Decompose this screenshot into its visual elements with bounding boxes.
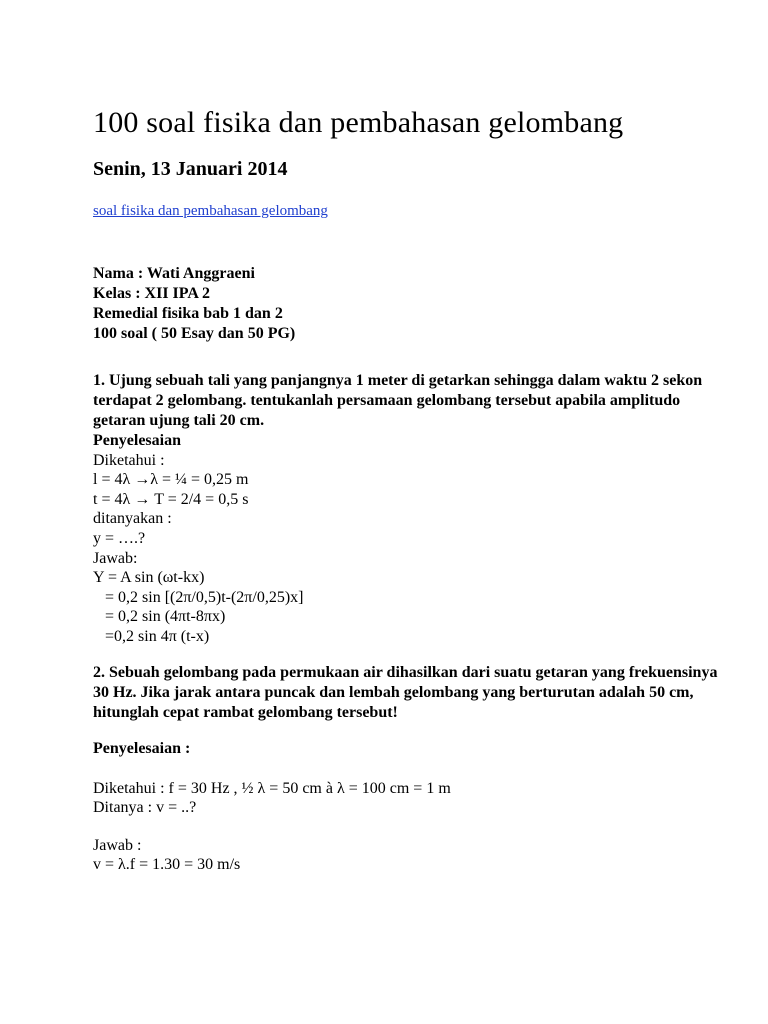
document-page <box>93 103 733 875</box>
remedial-topic: Remedial fisika bab 1 dan 2 <box>93 305 283 322</box>
solution-line: y = ….? <box>93 529 146 547</box>
solution-line: Y = A sin (ωt-kx) <box>93 569 205 587</box>
question-2-answer <box>93 836 733 875</box>
solution-known: Diketahui : f = 30 Hz , ½ λ = 50 cm à λ = 100 cm = 1 m <box>93 779 451 797</box>
article-link[interactable]: soal fisika dan pembahasan gelombang <box>93 203 328 219</box>
student-class: Kelas : XII IPA 2 <box>93 285 211 302</box>
student-name: Nama : Wati Anggraeni <box>93 265 255 282</box>
solution-line: t = 4λ → T = 2/4 = 0,5 s <box>93 490 249 508</box>
answer-label: Jawab : <box>93 836 142 854</box>
solution-line: =0,2 sin 4π (t-x) <box>93 627 210 645</box>
post-date: Senin, 13 Januari 2014 <box>93 158 288 180</box>
solution-line: = 0,2 sin [(2π/0,5)t-(2π/0,25)x] <box>93 588 304 606</box>
solution-line: Diketahui : <box>93 451 165 469</box>
solution-asked: Ditanya : v = ..? <box>93 799 197 817</box>
page-title: 100 soal fisika dan pembahasan gelombang <box>93 106 624 139</box>
question-2-solution <box>93 779 733 818</box>
solution-line: = 0,2 sin (4πt-8πx) <box>93 608 226 626</box>
student-info <box>93 264 733 344</box>
solution-line: ditanyakan : <box>93 510 172 528</box>
answer-value: v = λ.f = 1.30 = 30 m/s <box>93 856 241 874</box>
solution-heading: Penyelesaian <box>93 432 181 449</box>
question-1-solution <box>93 431 733 647</box>
solution-heading: Penyelesaian : <box>93 739 191 757</box>
solution-line: Jawab: <box>93 549 138 567</box>
question-count: 100 soal ( 50 Esay dan 50 PG) <box>93 325 296 342</box>
solution-line: l = 4λ →λ = ¼ = 0,25 m <box>93 471 249 489</box>
question-1-text: 1. Ujung sebuah tali yang panjangnya 1 meter di getarkan sehingga dalam waktu 2 sekon terdapat 2 gelombang. tentukanlah persamaan gelombang tersebut apabila amplitudo getaran ujung tali 20 cm. <box>93 372 703 429</box>
question-2-text: 2. Sebuah gelombang pada permukaan air dihasilkan dari suatu getaran yang frekuensinya 30 Hz. Jika jarak antara puncak dan lembah gelombang yang berturutan adalah 50 cm, hitunglah cepat rambat gelombang tersebut! <box>93 663 718 721</box>
